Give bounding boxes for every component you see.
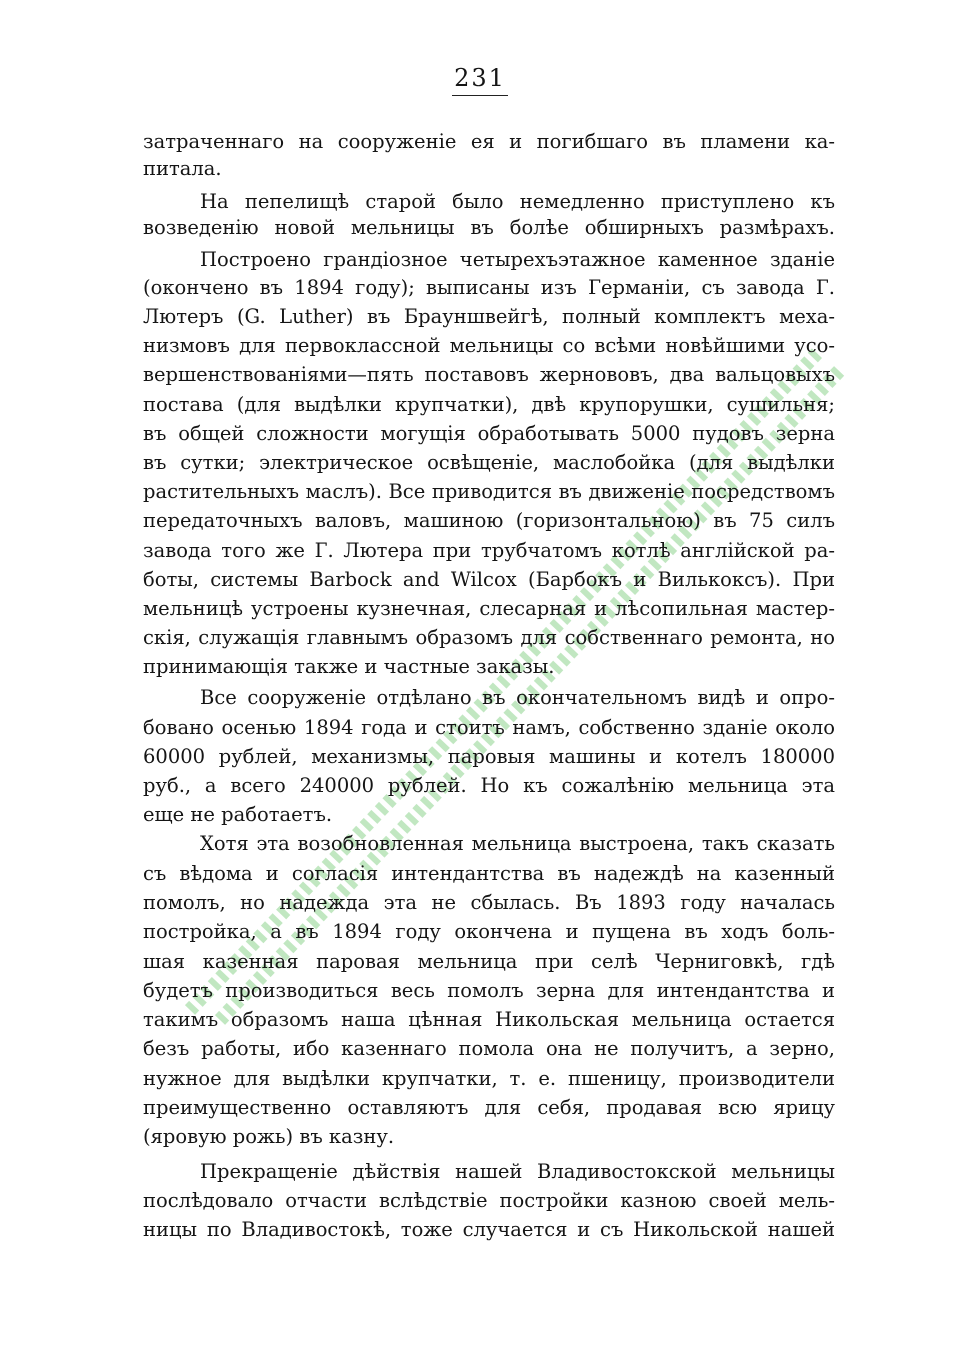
text-line: ницы по Владивостокѣ, тоже случается и съ Никольской нашей (143, 1218, 835, 1241)
text-line: въ общей сложности могущія обработывать 5000 пудовъ зерна (143, 422, 835, 445)
text-line: низмовъ для первоклассной мельницы со всѣми новѣйшими усо- (143, 334, 835, 357)
text-line: постава (для выдѣлки крупчатки), двѣ крупорушки, сушильня; (143, 393, 835, 416)
text-line: еще не работаетъ. (143, 803, 333, 826)
text-line: передаточныхъ валовъ, машиною (горизонтальною) въ 75 силъ (143, 509, 835, 532)
text-line: 60000 рублей, механизмы, паровыя машины и котелъ 180000 (143, 745, 835, 768)
text-line: нужное для выдѣлки крупчатки, т. е. пшеницу, производители (143, 1067, 835, 1090)
text-line: бовано осенью 1894 года и стоитъ намъ, собственно зданіе около (143, 716, 835, 739)
text-line: съ вѣдома и согласія интендантства въ надеждѣ на казенный (143, 862, 835, 885)
text-line: (окончено въ 1894 году); выписаны изъ Германіи, съ завода Г. (143, 276, 835, 299)
text-line: На пепелищѣ старой было немедленно приступлено къ (200, 190, 835, 213)
text-line: Прекращеніе дѣйствія нашей Владивостокской мельницы (200, 1160, 835, 1183)
text-line: питала. (143, 157, 222, 180)
text-line: безъ работы, ибо казеннаго помола она не получитъ, а зерно, (143, 1037, 835, 1060)
text-line: Лютеръ (G. Luther) въ Брауншвейгѣ, полный комплектъ меха- (143, 305, 835, 328)
text-line: боты, системы Barbock and Wilcox (Барбокъ и Вилькоксъ). При (143, 568, 835, 591)
text-line: возведенію новой мельницы въ болѣе обширныхъ размѣрахъ. (143, 216, 835, 239)
text-line: затраченнаго на сооруженіе ея и погибшаго въ пламени ка- (143, 130, 835, 153)
text-line: помолъ, но надежда эта не сбылась. Въ 1893 году началась (143, 891, 835, 914)
page-number-text: 231 (452, 64, 508, 96)
text-line: руб., а всего 240000 рублей. Но къ сожалѣнію мельница эта (143, 774, 835, 797)
text-line: завода того же Г. Лютера при трубчатомъ котлѣ англійской ра- (143, 539, 835, 562)
text-line: послѣдовало отчасти вслѣдствіе постройки казною своей мель- (143, 1189, 835, 1212)
page-number (0, 64, 960, 92)
text-line: мельницѣ устроены кузнечная, слесарная и лѣсопильная мастер- (143, 597, 835, 620)
text-line: Хотя эта возобновленная мельница выстроена, такъ сказать (200, 832, 835, 855)
text-line: Все сооруженіе отдѣлано въ окончательномъ видѣ и опро- (200, 686, 835, 709)
text-line: будетъ производиться весь помолъ зерна для интендантства и (143, 979, 835, 1002)
text-line: скія, служащія главнымъ образомъ для собственнаго ремонта, но (143, 626, 835, 649)
text-line: растительныхъ маслъ). Все приводится въ движеніе посредствомъ (143, 480, 835, 503)
text-line: такимъ образомъ наша цѣнная Никольская мельница остается (143, 1008, 835, 1031)
text-line: постройка, а въ 1894 году окончена и пущена въ ходъ боль- (143, 920, 835, 943)
text-line: въ сутки; электрическое освѣщеніе, маслобойка (для выдѣлки (143, 451, 835, 474)
text-line: принимающія также и частные заказы. (143, 655, 555, 678)
text-line: Построено грандіозное четырехъэтажное каменное зданіе (200, 248, 835, 271)
text-line: преимущественно оставляютъ для себя, продавая всю ярицу (143, 1096, 835, 1119)
text-line: вершенствованіями—пять поставовъ жернововъ, два вальцовыхъ (143, 363, 835, 386)
text-line: шая казенная паровая мельница при селѣ Черниговкѣ, гдѣ (143, 950, 835, 973)
text-line: (яровую рожь) въ казну. (143, 1125, 395, 1148)
